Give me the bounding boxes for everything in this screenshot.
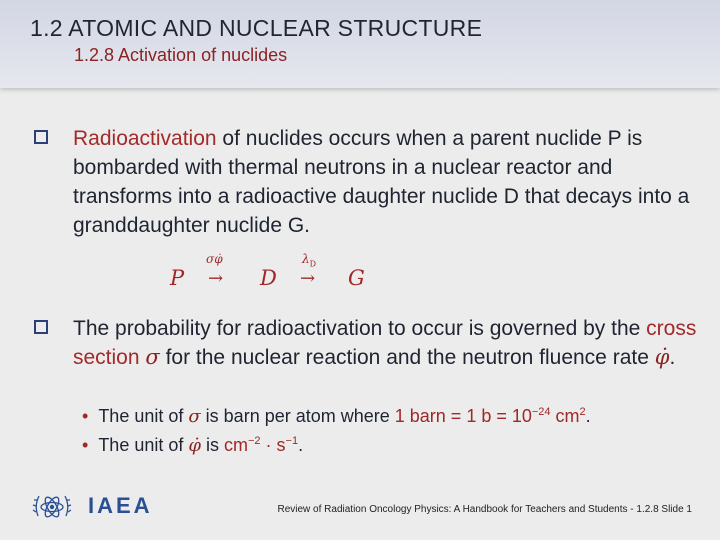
term-radioactivation: Radioactivation [73,127,217,150]
bullet-1-text: of nuclides occurs when a parent nuclide P is bombarded with thermal neutrons in a nuclear reactor and transforms into a radioactive daughter nuclide D that decays into a granddaughter nuclide G. [73,127,690,237]
footer-credit: Review of Radiation Oncology Physics: A Handbook for Teachers and Students - 1.2.8 Slide 1 [277,504,692,515]
parent-nuclide: P [170,266,185,290]
barn-definition: 1 barn = 1 $b = 10^{-24}$ $cm^2$ [394,406,586,426]
checkbox-bullet-icon [34,130,48,144]
fluence-rate-unit: $cm^{-2} \cdot s^{-1}$ [224,435,299,455]
sub-bullet-2: • The unit of φ̇ is $cm^{-2} \cdot s^{-1}$. [82,435,304,456]
slide-subtitle: 1.2.8 Activation of nuclides [74,45,288,65]
arrow-icon: → [208,268,224,289]
sub-bullet-1: • The unit of σ is barn per atom where 1 barn = 1 $b = 10^{-24}$ $cm^2$. [82,406,591,427]
iaea-logo-text: IAEA [88,493,153,518]
decay-equation [160,248,400,298]
daughter-nuclide: D [260,266,277,290]
checkbox-bullet-icon [34,320,48,334]
slide-title: 1.2 ATOMIC AND NUCLEAR STRUCTURE [30,15,483,41]
sigma-symbol: σ [145,345,160,369]
phidot-symbol: φ̇ [654,345,670,369]
bullet-paragraph-1 [73,124,703,240]
term-cross-section: cross section [73,317,697,369]
rate-label-sigma-phi: σφ̇ [206,252,223,266]
rate-label-lambda: $\lambda_D$ [302,252,317,269]
granddaughter-nuclide: G [348,266,365,290]
arrow-icon: → [300,268,316,289]
slide-header [0,0,720,88]
bullet-paragraph-2: The probability for radioactivation to occur is governed by the cross section σ for the nuclear reaction and the neutron fluence rate φ̇. [73,317,697,369]
